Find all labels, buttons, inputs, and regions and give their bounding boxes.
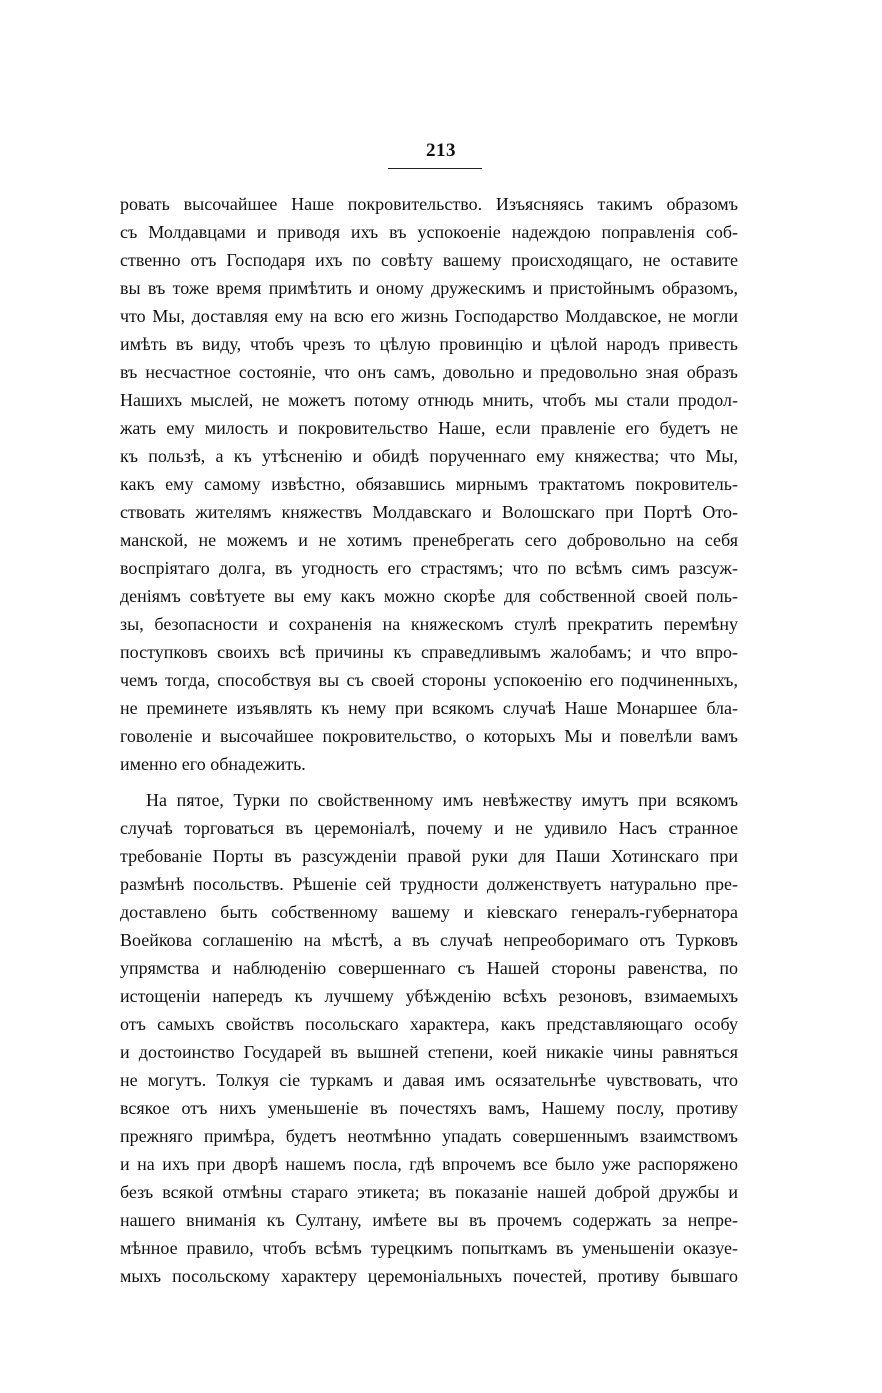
text-line: что Мы, доставляя ему на всю его жизнь Господарство Молдавское, не могли [120,306,738,326]
text-line: упрямства и наблюденію совершеннаго съ Нашей стороны равенства, по [120,958,738,978]
text-line: мѣнное правило, чтобъ всѣмъ турецкимъ попыткамъ въ уменьшеніи оказуе- [120,1238,738,1258]
text-line: и на ихъ при дворѣ нашемъ посла, гдѣ впрочемъ все было уже распоряжено [120,1154,738,1174]
text-line: ствовать жителямъ княжествъ Молдавскаго и Волошскаго при Портѣ Ото- [120,502,738,522]
paragraph [120,786,738,1290]
text-line: къ пользѣ, а къ утѣсненію и обидѣ порученнаго ему княжества; что Мы, [120,446,738,466]
text-line: ственно отъ Господаря ихъ по совѣту вашему происходящаго, не оставите [120,250,738,270]
text-line: зы, безопасности и сохраненія на княжескомъ стулѣ прекратить перемѣну [120,614,738,634]
text-line: истощеніи напередъ къ лучшему убѣжденію всѣхъ резоновъ, взимаемыхъ [120,986,738,1006]
text-line: ровать высочайшее Наше покровительство. Изъясняясь такимъ образомъ [120,194,738,214]
text-line: безъ всякой отмѣны стараго этикета; въ показаніе нашей доброй дружбы и [120,1182,738,1202]
text-line: жать ему милость и покровительство Наше, если правленіе его будетъ не [120,418,738,438]
text-line: имѣть въ виду, чтобъ чрезъ то цѣлую провинцію и цѣлой народъ привесть [120,334,738,354]
text-line: мыхъ посольскому характеру церемоніальныхъ почестей, противу бывшаго [120,1266,738,1286]
text-line: манской, не можемъ и не хотимъ пренебрегать сего добровольно на себя [120,530,738,550]
text-line: отъ самыхъ свойствъ посольскаго характера, какъ представляющаго особу [120,1014,738,1034]
text-line: Воейкова соглашенію на мѣстѣ, а въ случаѣ непреоборимаго отъ Турковъ [120,930,738,950]
text-line: не преминете изъявлять къ нему при всякомъ случаѣ Наше Монаршее бла- [120,698,738,718]
paragraph [120,190,738,778]
text-line: именно его обнадежить. [120,754,306,774]
text-line: не могутъ. Толкуя сіе туркамъ и давая имъ осязательнѣе чувствовать, что [120,1070,738,1090]
text-line: размѣнѣ посольствъ. Рѣшеніе сей трудности долженствуетъ натурально пре- [120,874,738,894]
header-rule [388,168,482,169]
text-line: поступковъ своихъ всѣ причины къ справедливымъ жалобамъ; и что впро- [120,642,738,662]
text-line: нашего вниманія къ Султану, имѣете вы въ прочемъ содержать за непре- [120,1210,738,1230]
text-line: и достоинство Государей въ вышней степени, коей никакіе чины равняться [120,1042,738,1062]
text-line: воспріятаго долга, въ угодность его страстямъ; что по всѣмъ симъ разсуж- [120,558,738,578]
page-body [120,190,738,1290]
text-line: чемъ тогда, способствуя вы съ своей стороны успокоенію его подчиненныхъ, [120,670,738,690]
text-line: вы въ тоже время примѣтить и оному дружескимъ и пристойнымъ образомъ, [120,278,738,298]
text-line: прежняго примѣра, будетъ неотмѣнно упадать совершеннымъ взаимствомъ [120,1126,738,1146]
text-line: На пятое, Турки по свойственному имъ невѣжеству имутъ при всякомъ [146,790,738,810]
text-line: деніямъ совѣтуете вы ему какъ можно скорѣе для собственной своей поль- [120,586,738,606]
page-number: 213 [426,140,456,161]
paragraph-gap [120,778,738,786]
text-line: съ Молдавцами и приводя ихъ въ успокоеніе надеждою поправленія соб- [120,222,738,242]
text-line: случаѣ торговаться въ церемоніалѣ, почему и не удивило Насъ странное [120,818,738,838]
text-line: Нашихъ мыслей, не можетъ потому отнюдь мнить, чтобъ мы стали продол- [120,390,738,410]
text-line: въ несчастное состояніе, что онъ самъ, довольно и предовольно зная образъ [120,362,738,382]
text-line: говоленіе и высочайшее покровительство, о которыхъ Мы и повелѣли вамъ [120,726,738,746]
text-line: всякое отъ нихъ уменьшеніе въ почестяхъ вамъ, Нашему послу, противу [120,1098,738,1118]
text-line: требованіе Порты въ разсужденіи правой руки для Паши Хотинскаго при [120,846,738,866]
text-line: какъ ему самому извѣстно, обязавшись мирнымъ трактатомъ покровитель- [120,474,738,494]
text-line: доставлено быть собственному вашему и кіевскаго генералъ-губернатора [120,902,738,922]
